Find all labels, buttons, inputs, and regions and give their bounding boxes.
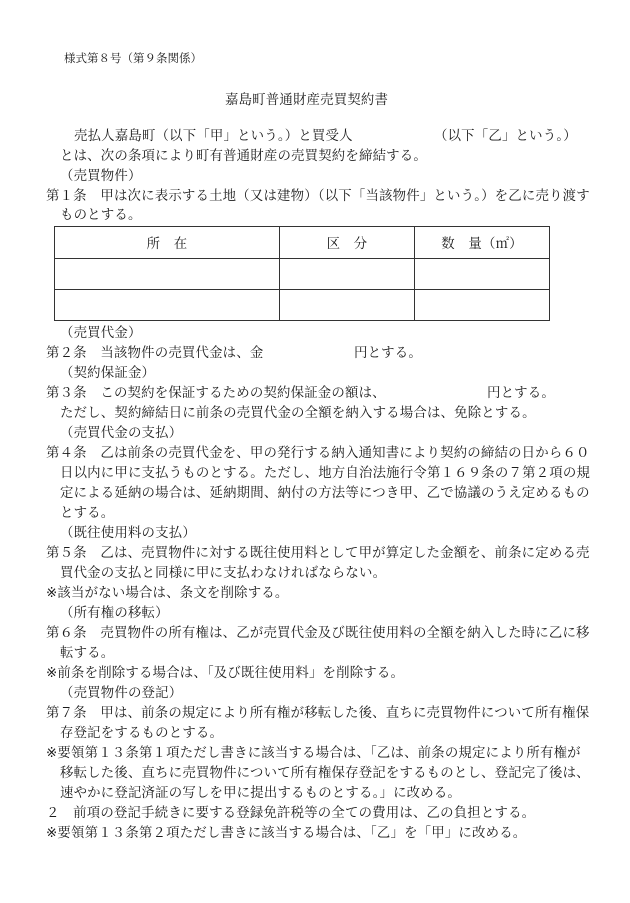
article-3-line-2: ただし、契約締結日に前条の売買代金の全額を納入する場合は、免除とする。	[60, 406, 536, 421]
article-4-line-1: 第４条 乙は前条の売買代金を、甲の発行する納入通知書により契約の締結の日から６０	[46, 446, 590, 461]
note-7-line-3: 速やかに登記済証の写しを甲に提出するものとする。」に改める。	[60, 786, 462, 801]
article-7-line-1: 第７条 甲は、前条の規定により所有権が移転した後、直ちに売買物件について所有権保	[46, 706, 590, 721]
table-cell	[280, 290, 415, 321]
table-cell	[415, 290, 550, 321]
article-6-line-1: 第６条 売買物件の所有権は、乙が売買代金及び既往使用料の全額を納入した時に乙に移	[46, 626, 590, 641]
header-quantity: 数 量（㎡）	[415, 227, 550, 259]
article-2-b: 円とする。	[354, 346, 422, 361]
note-7b: ※要領第１３条第２項ただし書きに該当する場合は、「乙」を「甲」に改める。	[46, 826, 527, 841]
table-cell	[415, 259, 550, 290]
article-4-line-4: とする。	[60, 506, 115, 521]
form-label: 様式第８号（第９条関係）	[64, 51, 202, 65]
intro-line-1b: （以下「乙」という。）	[434, 129, 577, 144]
note-7-line-2: 移転した後、直ちに売買物件について所有権保存登記をするものとし、登記完了後は、	[60, 766, 590, 781]
section-heading: （所有権の移転）	[60, 606, 169, 621]
table-header-row	[55, 227, 550, 259]
section-heading: （売買代金の支払）	[60, 426, 183, 441]
section-heading: （売買物件の登記）	[60, 686, 183, 701]
section-heading: （既往使用料の支払）	[60, 526, 196, 541]
table-row	[55, 290, 550, 321]
note-7-line-1: ※要領第１３条第１項ただし書きに該当する場合は、「乙は、前条の規定により所有権が	[46, 746, 581, 761]
intro-line-1a: 売払人嘉島町（以下「甲」という。）と買受人	[74, 129, 353, 144]
document-title: 嘉島町普通財産売買契約書	[225, 93, 389, 108]
table-row	[55, 259, 550, 290]
article-1-line-2: ものとする。	[60, 208, 142, 223]
article-7-paragraph-2: ２ 前項の登記手続きに要する登録免許税等の全ての費用は、乙の負担とする。	[46, 806, 536, 821]
article-7-line-2: 存登記をするものとする。	[60, 726, 224, 741]
note-6: ※前条を削除する場合は、「及び既往使用料」を削除する。	[46, 666, 405, 681]
intro-line-2: とは、次の条項により町有普通財産の売買契約を締結する。	[60, 149, 427, 164]
section-heading: （売買代金）	[60, 326, 142, 341]
article-3-b: 円とする。	[487, 386, 555, 401]
article-6-line-2: 転する。	[60, 646, 115, 661]
property-table	[54, 226, 550, 321]
article-2-a: 第２条 当該物件の売買代金は、金	[46, 346, 264, 361]
article-4-line-3: 定による延納の場合は、延納期間、納付の方法等につき甲、乙で協議のうえ定めるもの	[60, 486, 590, 501]
article-5-line-1: 第５条 乙は、売買物件に対する既往使用料として甲が算定した金額を、前条に定める売	[46, 546, 590, 561]
section-heading: （売買物件）	[60, 169, 142, 184]
note-5: ※該当がない場合は、条文を削除する。	[46, 586, 289, 601]
header-location: 所 在	[55, 227, 280, 259]
section-heading: （契約保証金）	[60, 366, 156, 381]
article-3-a: 第３条 この契約を保証するための契約保証金の額は、	[46, 386, 386, 401]
article-4-line-2: 日以内に甲に支払うものとする。ただし、地方自治法施行令第１６９条の７第２項の規	[60, 466, 591, 481]
table-cell	[280, 259, 415, 290]
table-cell	[55, 290, 280, 321]
article-5-line-2: 買代金の支払と同様に甲に支払わなければならない。	[60, 566, 387, 581]
header-category: 区 分	[280, 227, 415, 259]
table-cell	[55, 259, 280, 290]
article-1-line-1: 第１条 甲は次に表示する土地（又は建物）（以下「当該物件」という。）を乙に売り渡す	[46, 189, 590, 204]
